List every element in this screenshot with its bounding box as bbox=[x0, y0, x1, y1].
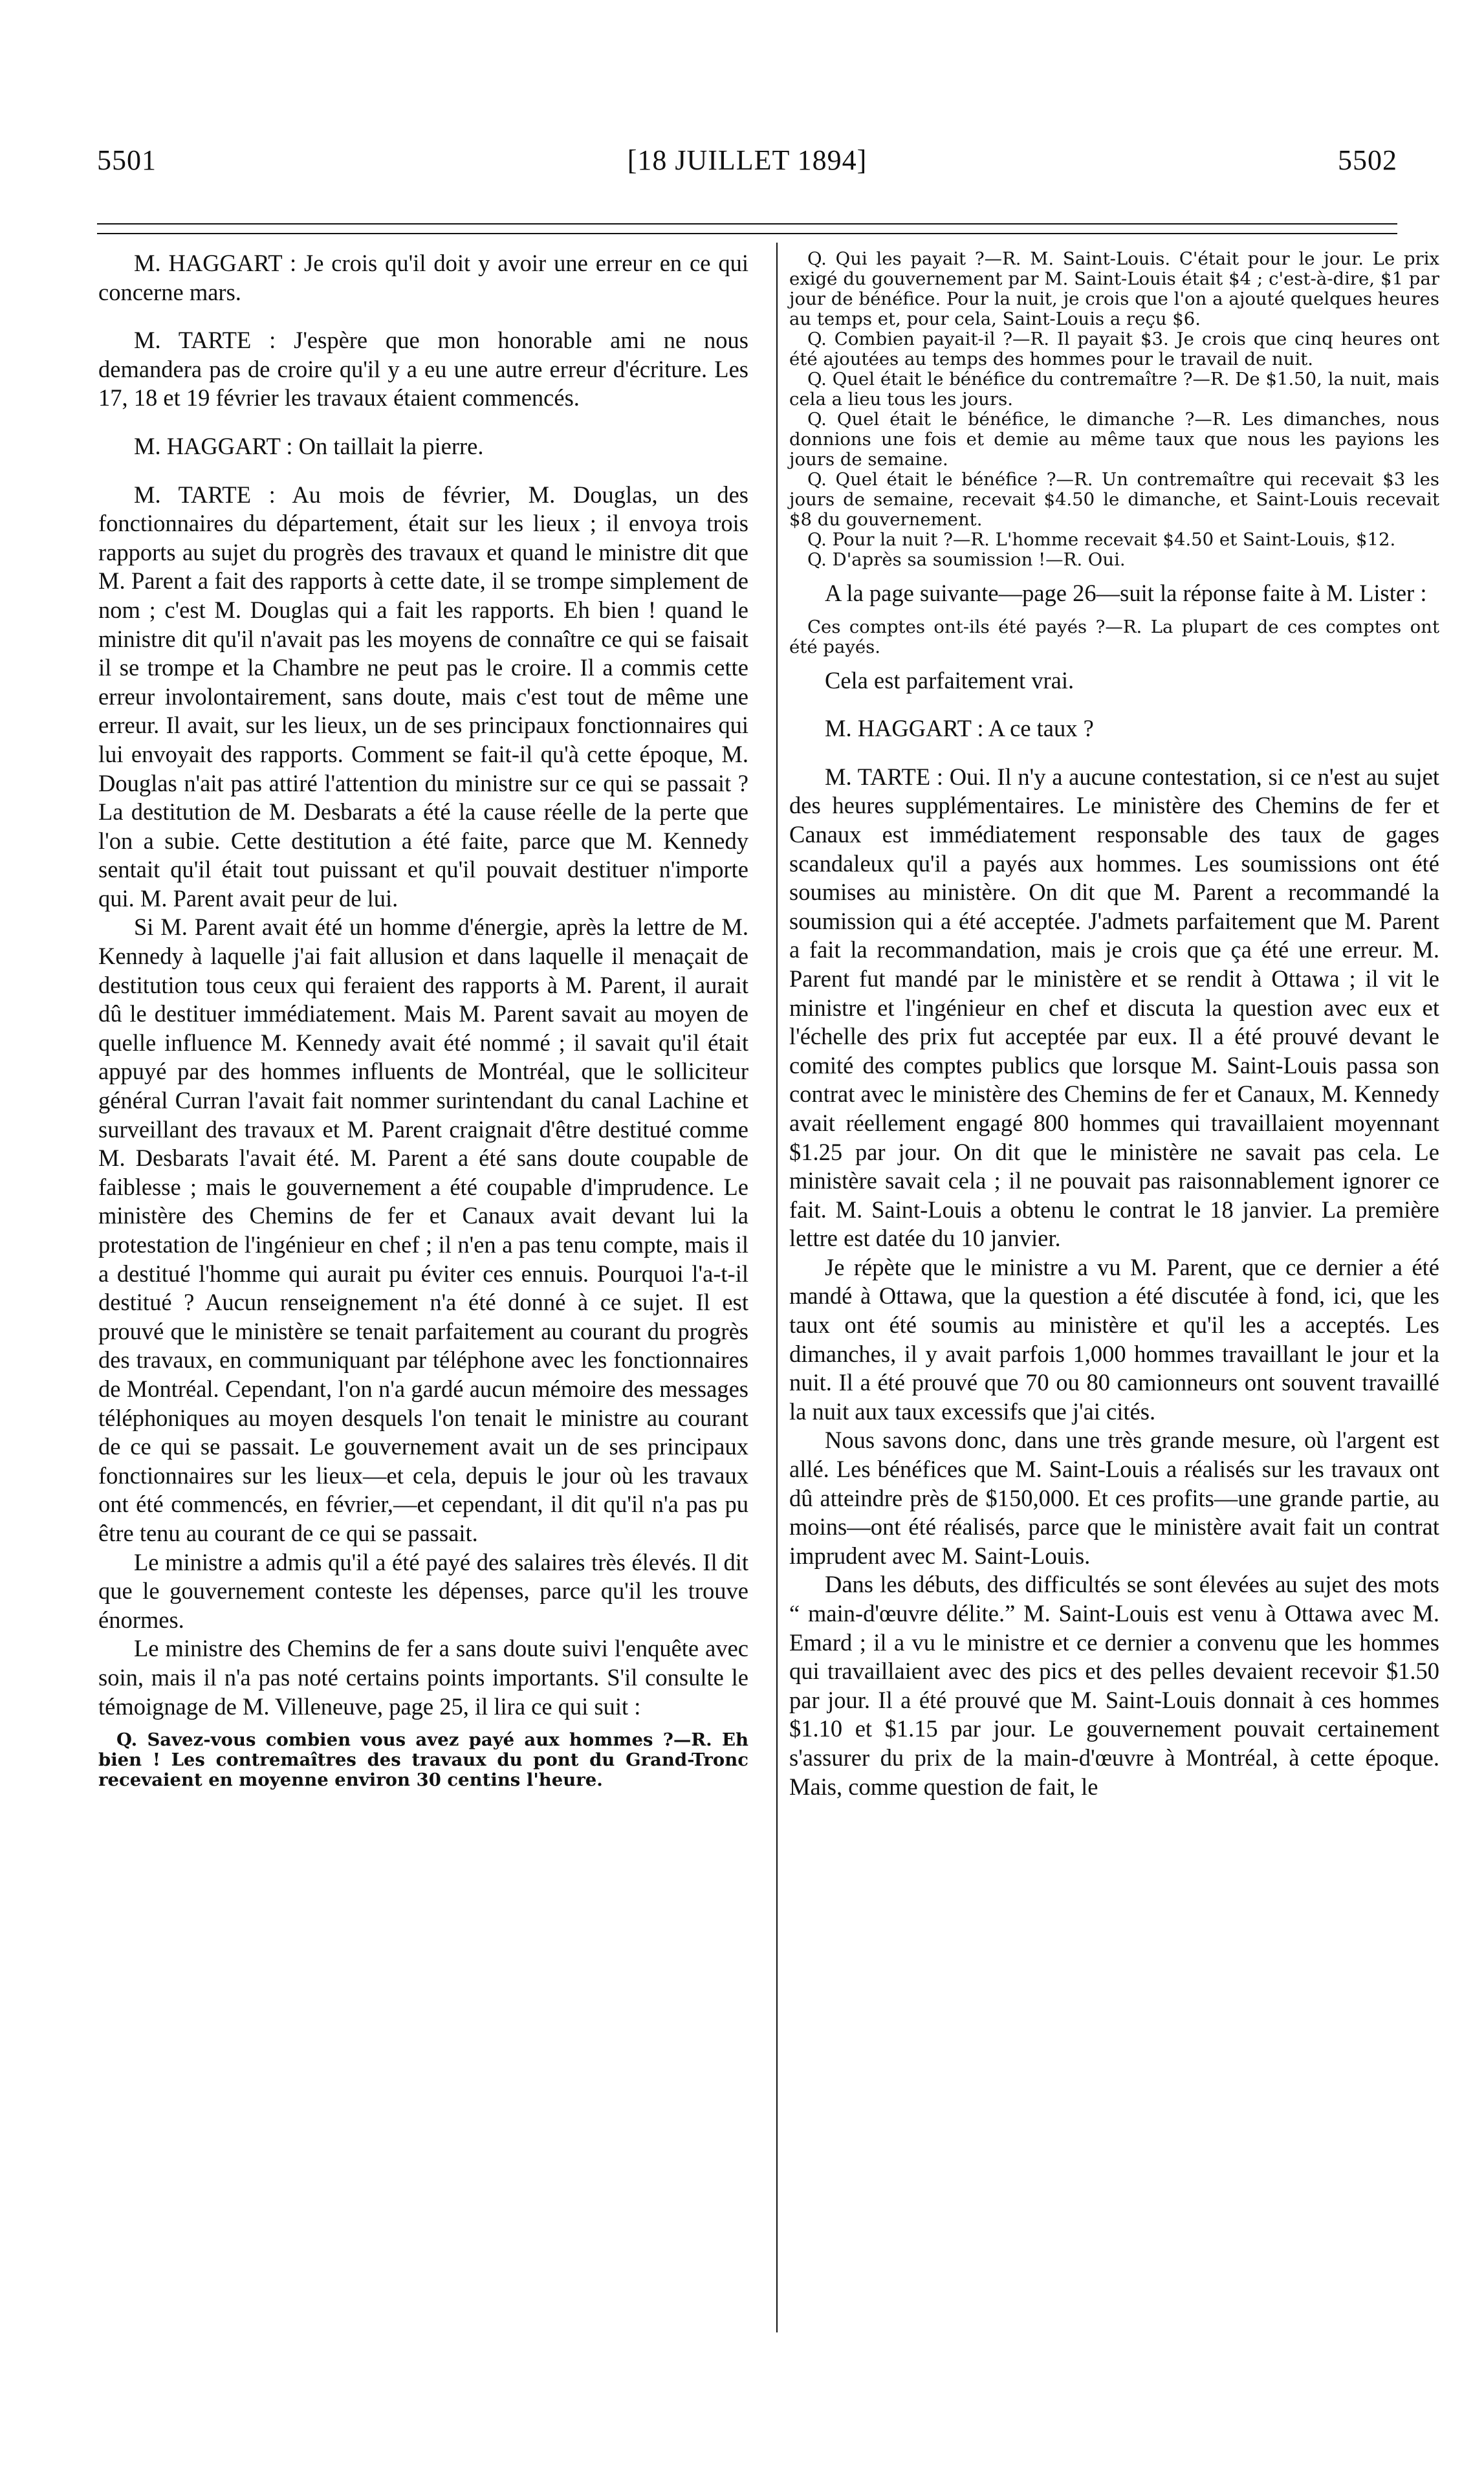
paragraph: M. HAGGART : A ce taux ? bbox=[825, 715, 1094, 742]
paragraph: Le ministre des Chemins de fer a sans doute suivi l'enquête avec soin, mais il n'a pas noté certains points importants. S'il consulte le témoignage de M. Villeneuve, page 25, il lira ce qui suit : bbox=[98, 1635, 748, 1720]
testimony-quote: Q. Savez-vous combien vous avez payé aux hommes ?—R. Eh bien ! Les contremaîtres des travaux du pont du Grand-Tronc recevaient en moyenne environ 30 centins l'heure. bbox=[98, 1729, 748, 1791]
testimony-quote: Q. Quel était le bénéfice, le dimanche ?—R. Les dimanches, nous donnions une fois et demie au même taux que nous les payions les jours de semaine. bbox=[789, 409, 1439, 470]
testimony-quote: Q. Pour la nuit ?—R. L'homme recevait $4.50 et Saint-Louis, $12. bbox=[807, 529, 1396, 550]
paragraph: Nous savons donc, dans une très grande mesure, où l'argent est allé. Les bénéfices que M. Saint-Louis a réalisés sur les travaux ont dû atteindre près de $150,000. Et ces profits—une grande partie, au moins—ont été réalisés, parce que le ministère avait fait un contrat imprudent avec M. Saint-Louis. bbox=[789, 1427, 1439, 1569]
testimony-quote: Q. D'après sa soumission !—R. Oui. bbox=[807, 549, 1126, 570]
paragraph: Je répète que le ministre a vu M. Parent, que ce dernier a été mandé à Ottawa, que la question a été discutée à fond, ici, que les taux ont été soumis au ministère et qu'il les a acceptés. Les dimanches, il y avait parfois 1,000 hommes travaillant le jour et la nuit. Il a été prouvé que 70 ou 80 camionneurs ont souvent travaillé la nuit aux taux excessifs que j'ai cités. bbox=[789, 1253, 1439, 1425]
page-number-left: 5501 bbox=[97, 144, 157, 176]
paragraph: M. HAGGART : Je crois qu'il doit y avoir une erreur en ce qui concerne mars. bbox=[98, 250, 748, 305]
paragraph: Si M. Parent avait été un homme d'énergie, après la lettre de M. Kennedy à laquelle j'ai fait allusion et dans laquelle il menaçait de destitution tous ceux qui feraient des rapports à M. Parent, il aurait dû le destituer immédiatement. Mais M. Parent savait au moyen de quelle influence M. Kennedy avait été nommé ; il savait qu'il était appuyé par des hommes influents de Montréal, que le solliciteur général Curran l'avait fait nommer surintendant du canal Lachine et surveillant des travaux et M. Parent craignait d'être destitué comme M. Desbarats l'avait été. M. Parent a été sans doute coupable de faiblesse ; mais le gouvernement a été coupable d'imprudence. Le ministère des Chemins de fer et Canaux avait devant lui la protestation de l'ingénieur en chef ; il n'en a pas tenu compte, mais il a destitué l'homme qui aurait pu éviter ces ennuis. Pourquoi l'a-t-il destitué ? Aucun renseignement n'a été donné à ce sujet. Il est prouvé que le ministère se tenait parfaitement au courant du progrès des travaux, en communiquant par téléphone avec les fonctionnaires de Montréal. Cependant, l'on n'a gardé aucun mémoire des messages téléphoniques au moyen desquels l'on tenait le ministre au courant de ce qui se passait. Le gouvernement avait un de ses principaux fonctionnaires sur les lieux—et cela, depuis le jour où les travaux ont été commencés, en février,—et cependant, il dit qu'il n'a pas pu être tenu au courant de ce qui se passait. bbox=[98, 914, 748, 1546]
testimony-quote: Ces comptes ont-ils été payés ?—R. La plupart de ces comptes ont été payés. bbox=[789, 616, 1439, 657]
paragraph: M. TARTE : Oui. Il n'y a aucune contestation, si ce n'est au sujet des heures supplémentaires. Le ministère des Chemins de fer et Canaux est immédiatement responsable des taux de gages scandaleux qu'il a payés aux hommes. Les soumissions ont été soumises au ministère. On dit que M. Parent a recommandé la soumission qui a été acceptée. J'admets parfaitement que M. Parent a fait la recommandation, mais je crois que ça été une erreur. M. Parent fut mandé par le ministère et se rendit à Ottawa ; il vit le ministre et l'ingénieur en chef et discuta la question avec eux et l'échelle des prix fut acceptée par eux. Il a été prouvé devant le comité des comptes publics que lorsque M. Saint-Louis passa son contrat avec le ministère des Chemins de fer et Canaux, M. Kennedy avait réellement engagé 800 hommes qui travaillaient moyennant $1.25 par jour. On dit que le ministère ne savait pas cela. Le ministère savait cela ; il ne pouvait pas raisonnablement ignorer ce fait. M. Saint-Louis a obtenu le contrat le 18 janvier. La première lettre est datée du 10 janvier. bbox=[789, 763, 1439, 1252]
paragraph: M. HAGGART : On taillait la pierre. bbox=[134, 432, 484, 459]
right-column bbox=[789, 249, 1439, 1801]
page-number-right: 5502 bbox=[1338, 144, 1397, 176]
testimony-quote: Q. Combien payait-il ?—R. Il payait $3. Je crois que cinq heures ont été ajoutées au temps des hommes pour le travail de nuit. bbox=[789, 329, 1439, 369]
paragraph: Le ministre a admis qu'il a été payé des salaires très élevés. Il dit que le gouvernement conteste les dépenses, parce qu'il les trouve énormes. bbox=[98, 1548, 748, 1633]
page-header bbox=[97, 144, 1397, 189]
paragraph: A la page suivante—page 26—suit la réponse faite à M. Lister : bbox=[825, 580, 1427, 606]
testimony-quote: Q. Qui les payait ?—R. M. Saint-Louis. C'était pour le jour. Le prix exigé du gouvernement par M. Saint-Louis était $4 ; c'est-à-dire, $1 par jour de bénéfice. Pour la nuit, je crois que l'on a ajouté quelques heures au temps et, pour cela, Saint-Louis a reçu $6. bbox=[789, 248, 1439, 329]
header-rule-bottom bbox=[97, 233, 1397, 234]
column-divider bbox=[776, 243, 778, 2332]
paragraph: Dans les débuts, des difficultés se sont élevées au sujet des mots “ main-d'œuvre délite.” M. Saint-Louis est venu à Ottawa avec M. Emard ; il a vu le ministre et ce dernier a convenu que les hommes qui travaillaient avec des pics et des pelles devaient recevoir $1.50 par jour. Il a été prouvé que M. Saint-Louis donnait à ces hommes $1.10 et $1.15 par jour. Le gouvernement pouvait certainement s'assurer du prix de la main-d'œuvre à Montréal, à cette époque. Mais, comme question de fait, le bbox=[789, 1571, 1439, 1800]
header-date: [18 JUILLET 1894] bbox=[627, 144, 867, 176]
testimony-quote: Q. Quel était le bénéfice du contremaître ?—R. De $1.50, la nuit, mais cela a lieu tous les jours. bbox=[789, 369, 1439, 410]
left-column bbox=[98, 249, 748, 1790]
paragraph: Cela est parfaitement vrai. bbox=[825, 666, 1075, 694]
testimony-quote: Q. Quel était le bénéfice ?—R. Un contremaître qui recevait $3 les jours de semaine, recevait $4.50 le dimanche, et Saint-Louis recevait $8 du gouvernement. bbox=[789, 469, 1439, 530]
paragraph: M. TARTE : J'espère que mon honorable ami ne nous demandera pas de croire qu'il y a eu une autre erreur d'écriture. Les 17, 18 et 19 février les travaux étaient commencés. bbox=[98, 327, 748, 411]
paragraph: M. TARTE : Au mois de février, M. Douglas, un des fonctionnaires du département, était sur les lieux ; il envoya trois rapports au sujet du progrès des travaux et quand le ministre dit que M. Parent a fait des rapports à cette date, il se trompe simplement de nom ; c'est M. Douglas qui a fait les rapports. Eh bien ! quand le ministre dit qu'il n'avait pas les moyens de connaître ce qui se faisait il se trompe et la Chambre ne peut pas le croire. Il a commis cette erreur involontairement, sans doute, mais c'est tout de même une erreur. Il avait, sur les lieux, un de ses principaux fonctionnaires qui lui envoyait des rapports. Comment se fait-il qu'à cette époque, M. Douglas n'ait pas attiré l'attention du ministre sur ce qui se passait ? La destitution de M. Desbarats a été la cause réelle de la perte que l'on a subie. Cette destitution a été faite, parce que M. Kennedy sentait qu'il était tout puissant et qu'il pouvait destituer n'importe qui. M. Parent avait peur de lui. bbox=[98, 481, 748, 912]
header-rule-top bbox=[97, 223, 1397, 225]
